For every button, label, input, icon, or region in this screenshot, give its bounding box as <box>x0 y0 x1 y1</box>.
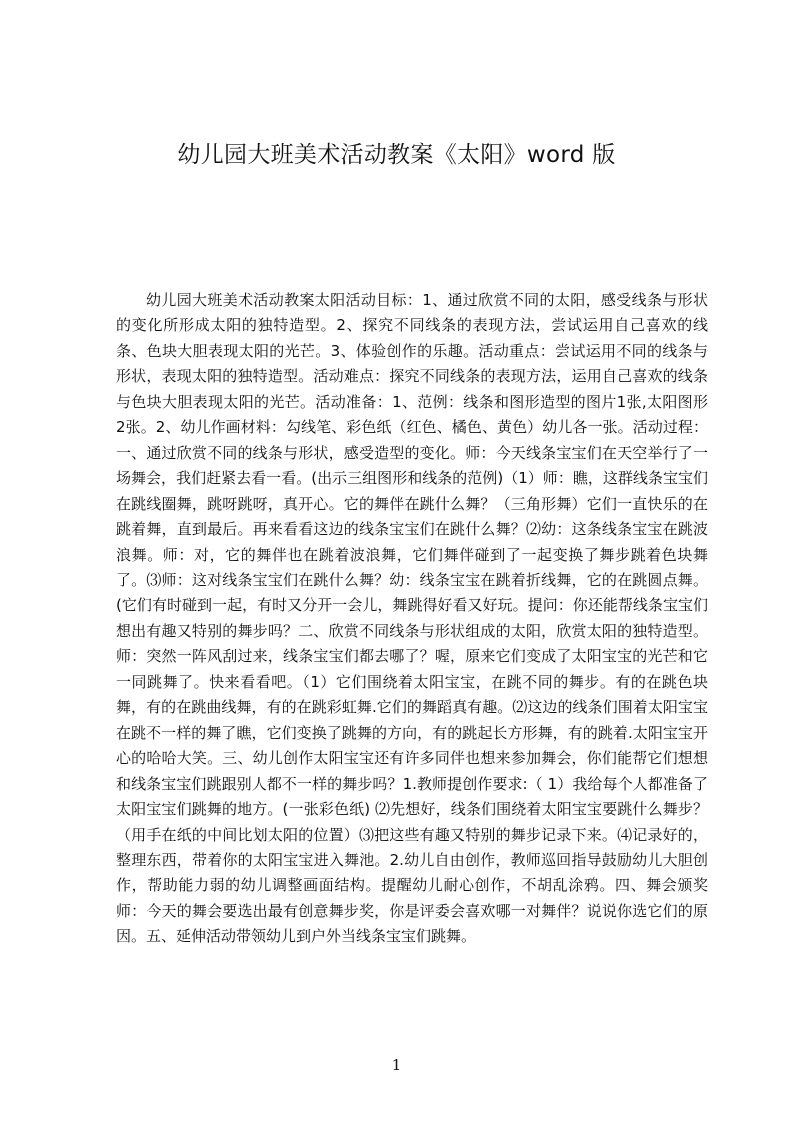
document-title: 幼儿园大班美术活动教案《太阳》word 版 <box>177 142 616 168</box>
document-body-paragraph: 幼儿园大班美术活动教案太阳活动目标：1、通过欣赏不同的太阳，感受线条与形状的变化所形成太阳的独特造型。2、探究不同线条的表现方法，尝试运用自己喜欢的线条、色块大胆表现太阳的光芒。3、体验创作的乐趣。活动重点：尝试运用不同的线条与形状，表现太阳的独特造型。活动难点：探究不同线条的表现方法，运用自己喜欢的线条与色块大胆表现太阳的光芒。活动准备：1、范例：线条和图形造型的图片1张,太阳图形 2张。2、幼儿作画材料：勾线笔、彩色纸（红色、橘色、黄色）幼儿各一张。活动过程：一、通过欣赏不同的线条与形状，感受造型的变化。师：今天线条宝宝们在天空举行了一场舞会，我们赶紧去看一看。(出示三组图形和线条的范例)（1）师：瞧，这群线条宝宝们在跳线圈舞，跳呀跳呀，真开心。它的舞伴在跳什么舞？（三角形舞）它们一直快乐的在跳着舞，直到最后。再来看看这边的线条宝宝们在跳什么舞？⑵幼：这条线条宝宝在跳波浪舞。师：对，它的舞伴也在跳着波浪舞，它们舞伴碰到了一起变换了舞步跳着色块舞了。⑶师：这对线条宝宝们在跳什么舞？幼：线条宝宝在跳着折线舞，它的在跳圆点舞。(它们有时碰到一起，有时又分开一会儿，舞跳得好看又好玩。提问：你还能帮线条宝宝们想出有趣又特别的舞步吗？二、欣赏不同线条与形状组成的太阳，欣赏太阳的独特造型。师：突然一阵风刮过来，线条宝宝们都去哪了？喔，原来它们变成了太阳宝宝的光芒和它一同跳舞了。快来看看吧。（1）它们围绕着太阳宝宝，在跳不同的舞步。有的在跳色块舞，有的在跳曲线舞，有的在跳彩虹舞.它们的舞蹈真有趣。⑵这边的线条们围着太阳宝宝在跳不一样的舞了瞧，它们变换了跳舞的方向，有的跳起长方形舞，有的跳着.太阳宝宝开心的哈哈大笑。三、幼儿创作太阳宝宝还有许多同伴也想来参加舞会，你们能帮它们想想和线条宝宝们跳跟别人都不一样的舞步吗？1.教师提创作要求:（ 1）我给每个人都准备了太阳宝宝们跳舞的地方。(一张彩色纸) ⑵先想好，线条们围绕着太阳宝宝要跳什么舞步？（用手在纸的中间比划太阳的位置）⑶把这些有趣又特别的舞步记录下来。⑷记录好的，整理东西，带着你的太阳宝宝进入舞池。2.幼儿自由创作，教师巡回指导鼓励幼儿大胆创作，帮助能力弱的幼儿调整画面结构。提醒幼儿耐心创作，不胡乱涂鸦。四、舞会颁奖师：今天的舞会要选出最有创意舞步奖，你是评委会喜欢哪一对舞伴？说说你选它们的原因。五、延伸活动带领幼儿到户外当线条宝宝们跳舞。 <box>116 291 708 946</box>
page-number: 1 <box>391 1056 402 1074</box>
